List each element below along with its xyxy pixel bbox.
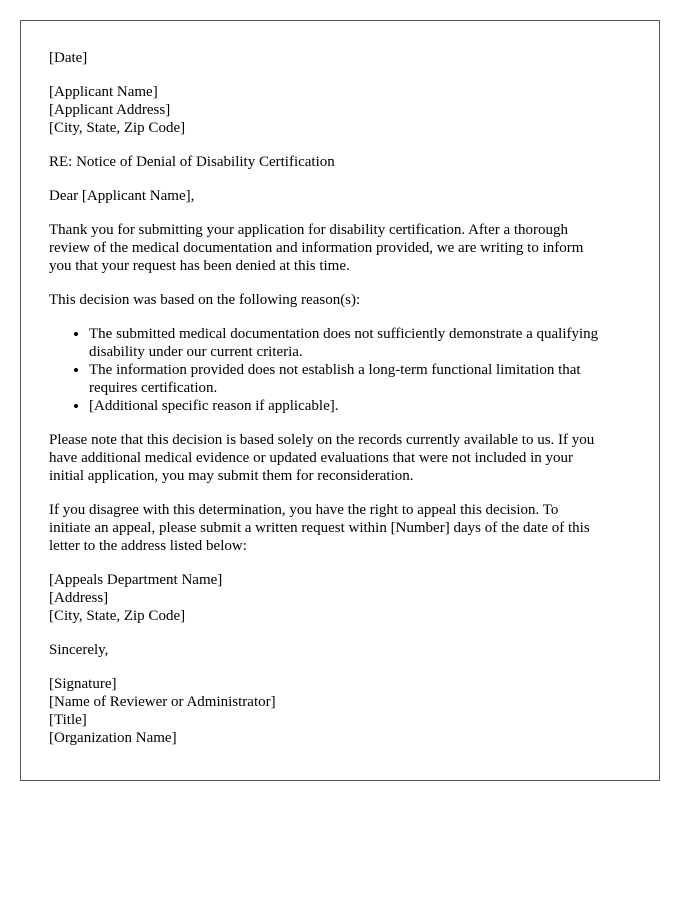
signature-block [49, 675, 631, 747]
list-item: • [Additional specific reason if applicable]. [89, 397, 631, 415]
subject-line: RE: Notice of Denial of Disability Certification [49, 154, 335, 170]
recipient-name: [Applicant Name] [49, 84, 158, 100]
appeals-address: [Address] [49, 590, 109, 606]
appeal-paragraph: If you disagree with this determination, you have the right to appeal this decision. To initiate an appeal, please submit a written request within [Number] days of the date of this letter to the address listed below: [49, 502, 590, 554]
appeals-department: [Appeals Department Name] [49, 572, 223, 588]
signer-name: [Name of Reviewer or Administrator] [49, 694, 276, 710]
reasons-intro: This decision was based on the following reason(s): [49, 292, 361, 308]
signature: [Signature] [49, 676, 117, 692]
reasons-list [49, 325, 631, 415]
letter-date: [Date] [49, 50, 88, 66]
appeals-address-block [49, 571, 631, 625]
signer-title: [Title] [49, 712, 87, 728]
organization-name: [Organization Name] [49, 730, 177, 746]
list-item: • The information provided does not establish a long-term functional limitation that requires certification. [89, 361, 631, 397]
reconsideration-paragraph: Please note that this decision is based solely on the records currently available to us. If you have additional medical evidence or updated evaluations that were not included in your initial application, you may submit them for reconsideration. [49, 432, 595, 484]
intro-paragraph: Thank you for submitting your application for disability certification. After a thorough review of the medical documentation and information provided, we are writing to inform you that your request has been denied at this time. [49, 222, 584, 274]
recipient-address-block [49, 83, 631, 137]
appeals-city-state-zip: [City, State, Zip Code] [49, 608, 186, 624]
letter-document [20, 20, 660, 781]
salutation: Dear [Applicant Name], [49, 188, 195, 204]
recipient-address: [Applicant Address] [49, 102, 171, 118]
closing: Sincerely, [49, 642, 109, 658]
list-item: • The submitted medical documentation does not sufficiently demonstrate a qualifying disability under our current criteria. [89, 325, 631, 361]
recipient-city-state-zip: [City, State, Zip Code] [49, 120, 186, 136]
